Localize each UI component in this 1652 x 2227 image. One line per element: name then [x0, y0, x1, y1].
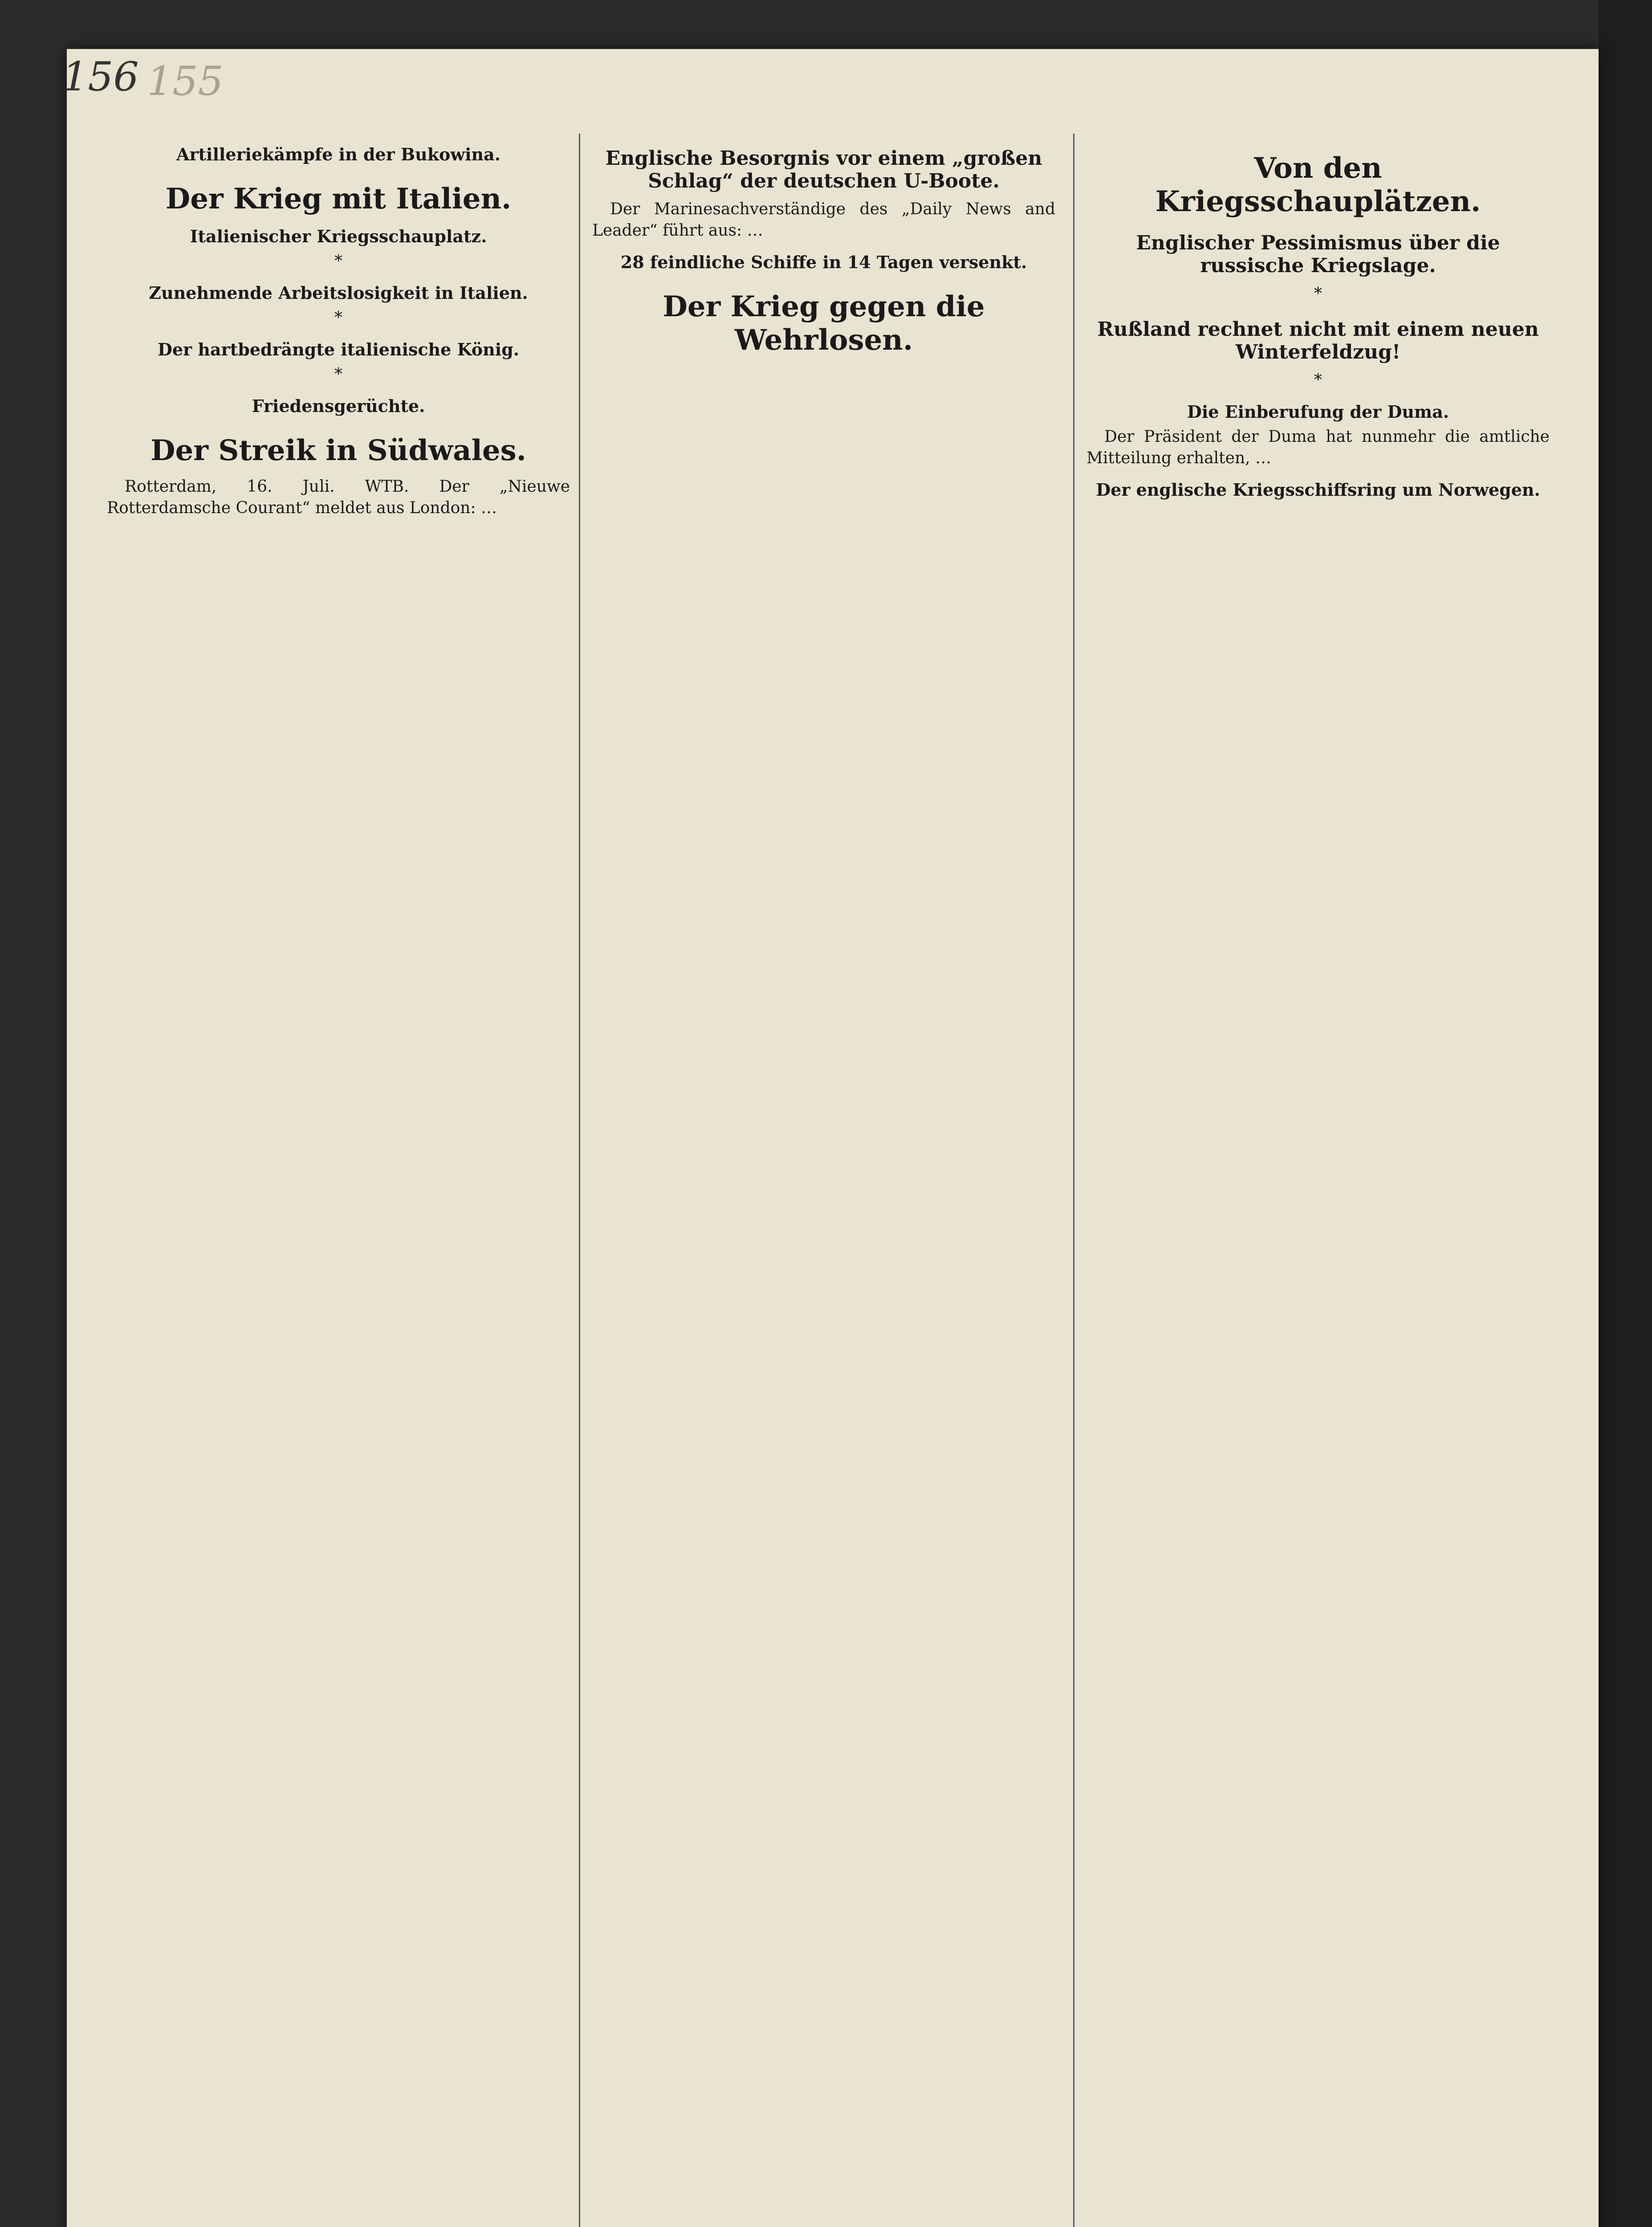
section-star: * [334, 309, 342, 327]
heading-kriegsschauplaetze: Von den Kriegsschauplätzen. [1155, 151, 1481, 218]
heading-versenkt: 28 feindliche Schiffe in 14 Tagen versenkt. [620, 252, 1027, 272]
paragraph-duma: Der Präsident der Duma hat nunmehr die amtliche Mitteilung erhalten, … [1086, 428, 1550, 467]
faded-page-number: 155 [147, 58, 224, 105]
section-star: * [334, 365, 342, 383]
heading-russland: Rußland rechnet nicht mit einem neuen Winterfeldzug! [1097, 318, 1539, 363]
scanner-edge [1599, 0, 1652, 2227]
heading-artillerie: Artilleriekämpfe in der Bukowina. [176, 144, 500, 164]
column-1 [107, 134, 570, 524]
heading-besorgnis: Englische Besorgnis vor einem „großen Schlag“ der deutschen U-Boote. [605, 147, 1042, 192]
heading-pessimismus: Englischer Pessimismus über die russische Kriegslage. [1136, 232, 1500, 277]
heading-koenig: Der hartbedrängte italienische König. [157, 339, 519, 359]
heading-arbeitslosigkeit: Zunehmende Arbeitslosigkeit in Italien. [149, 283, 528, 303]
column-rule [1073, 134, 1074, 2227]
heading-schauplatz: Italienischer Kriegsschauplatz. [190, 226, 487, 246]
column-2 [592, 134, 1055, 366]
column-3 [1086, 134, 1550, 504]
section-star: * [334, 252, 342, 270]
paragraph-besorgnis: Der Marinesachverständige des „Daily News and Leader“ führt aus: … [592, 200, 1055, 240]
heading-italien: Der Krieg mit Italien. [165, 182, 512, 216]
section-star: * [1314, 371, 1322, 389]
heading-streik: Der Streik in Südwales. [151, 434, 526, 467]
heading-norwegen: Der englische Kriegsschiffsring um Norwegen. [1096, 480, 1540, 500]
heading-frieden: Friedensgerüchte. [252, 396, 425, 416]
section-star: * [1314, 285, 1322, 303]
heading-duma: Die Einberufung der Duma. [1187, 402, 1449, 422]
page-number: 156 [62, 53, 139, 100]
heading-wehrlose: Der Krieg gegen die Wehrlosen. [663, 290, 985, 357]
column-rule [579, 134, 580, 2227]
paragraph-streik: Rotterdam, 16. Juli. WTB. Der „Nieuwe Rotterdamsche Courant“ meldet aus London: … [107, 477, 570, 517]
